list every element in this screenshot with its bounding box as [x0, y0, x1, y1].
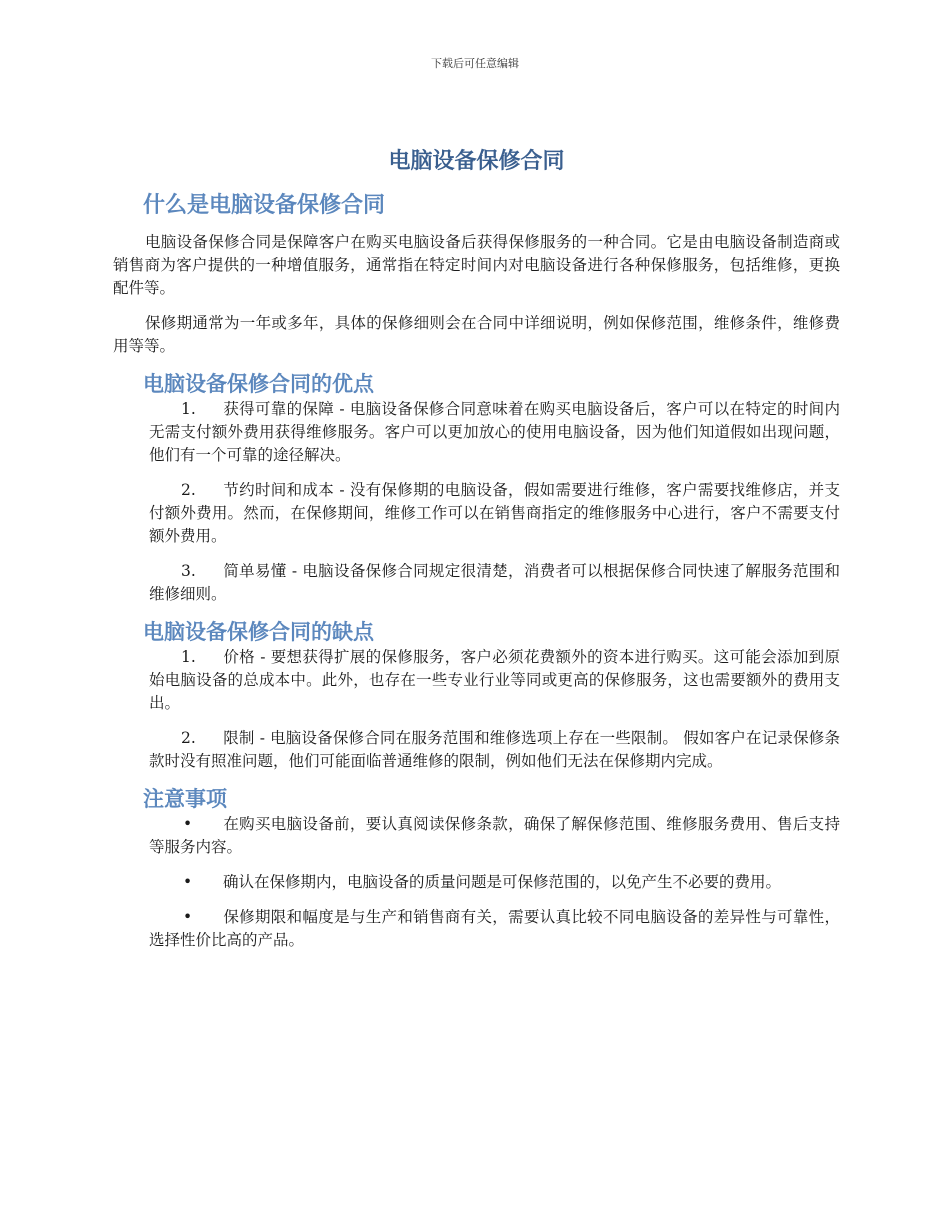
- bullet-marker: •: [183, 908, 193, 926]
- advantages-list: [149, 398, 840, 606]
- list-item-text: 简单易懂 - 电脑设备保修合同规定很清楚，消费者可以根据保修合同快速了解服务范围和维修细则。: [149, 562, 840, 603]
- list-item-text: 确认在保修期内，电脑设备的质量问题是可保修范围的，以免产生不必要的费用。: [223, 873, 782, 891]
- list-marker: 2.: [181, 729, 196, 747]
- list-item-text: 限制 - 电脑设备保修合同在服务范围和维修选项上存在一些限制。 假如客户在记录保修条款时没有照准问题，他们可能面临普通维修的限制，例如他们无法在保修期内完成。: [149, 729, 840, 770]
- list-item-text: 价格 - 要想获得扩展的保修服务，客户必须花费额外的资本进行购买。这可能会添加到原始电脑设备的总成本中。此外，也存在一些专业行业等同或更高的保修服务，这也需要额外的费用支出。: [149, 648, 840, 712]
- list-marker: 1.: [181, 400, 196, 418]
- section-heading-what: 什么是电脑设备保修合同: [143, 193, 386, 218]
- section-heading-notes: 注意事项: [143, 787, 227, 811]
- list-item-text: 保修期限和幅度是与生产和销售商有关，需要认真比较不同电脑设备的差异性与可靠性，选择性价比高的产品。: [149, 908, 840, 949]
- list-item-text: 在购买电脑设备前，要认真阅读保修条款，确保了解保修范围、维修服务费用、售后支持等服务内容。: [149, 815, 840, 856]
- list-marker: 2.: [181, 481, 196, 499]
- list-item: [149, 813, 840, 859]
- section-heading-advantages: 电脑设备保修合同的优点: [143, 372, 374, 396]
- bullet-marker: •: [183, 873, 193, 891]
- list-item: [149, 727, 840, 773]
- notes-list: [149, 813, 840, 952]
- disadvantages-list: [149, 646, 840, 773]
- list-item: [149, 906, 840, 952]
- list-item: [149, 560, 840, 606]
- section-heading-disadvantages: 电脑设备保修合同的缺点: [143, 620, 374, 644]
- paragraph-definition: 电脑设备保修合同是保障客户在购买电脑设备后获得保修服务的一种合同。它是由电脑设备制造商或销售商为客户提供的一种增值服务，通常指在特定时间内对电脑设备进行各种保修服务，包括维修，更换配件等。: [113, 233, 840, 297]
- list-item: [149, 479, 840, 548]
- list-item-text: 节约时间和成本 - 没有保修期的电脑设备，假如需要进行维修，客户需要找维修店，并支付额外费用。然而，在保修期间，维修工作可以在销售商指定的维修服务中心进行，客户不需要支付额外费用。: [149, 481, 840, 545]
- list-item: [149, 398, 840, 467]
- document-title: 电脑设备保修合同: [388, 149, 565, 174]
- bullet-marker: •: [183, 815, 193, 833]
- list-item: [149, 871, 840, 894]
- header-note: 下载后可任意编辑: [431, 57, 519, 70]
- list-item: [149, 646, 840, 715]
- list-item-text: 获得可靠的保障 - 电脑设备保修合同意味着在购买电脑设备后，客户可以在特定的时间内无需支付额外费用获得维修服务。客户可以更加放心的使用电脑设备，因为他们知道假如出现问题，他们有一个可靠的途径解决。: [149, 400, 840, 464]
- paragraph-warranty-period: 保修期通常为一年或多年，具体的保修细则会在合同中详细说明，例如保修范围，维修条件，维修费用等等。: [113, 314, 840, 355]
- list-marker: 1.: [181, 648, 196, 666]
- list-marker: 3.: [181, 562, 196, 580]
- document-body: [113, 145, 840, 964]
